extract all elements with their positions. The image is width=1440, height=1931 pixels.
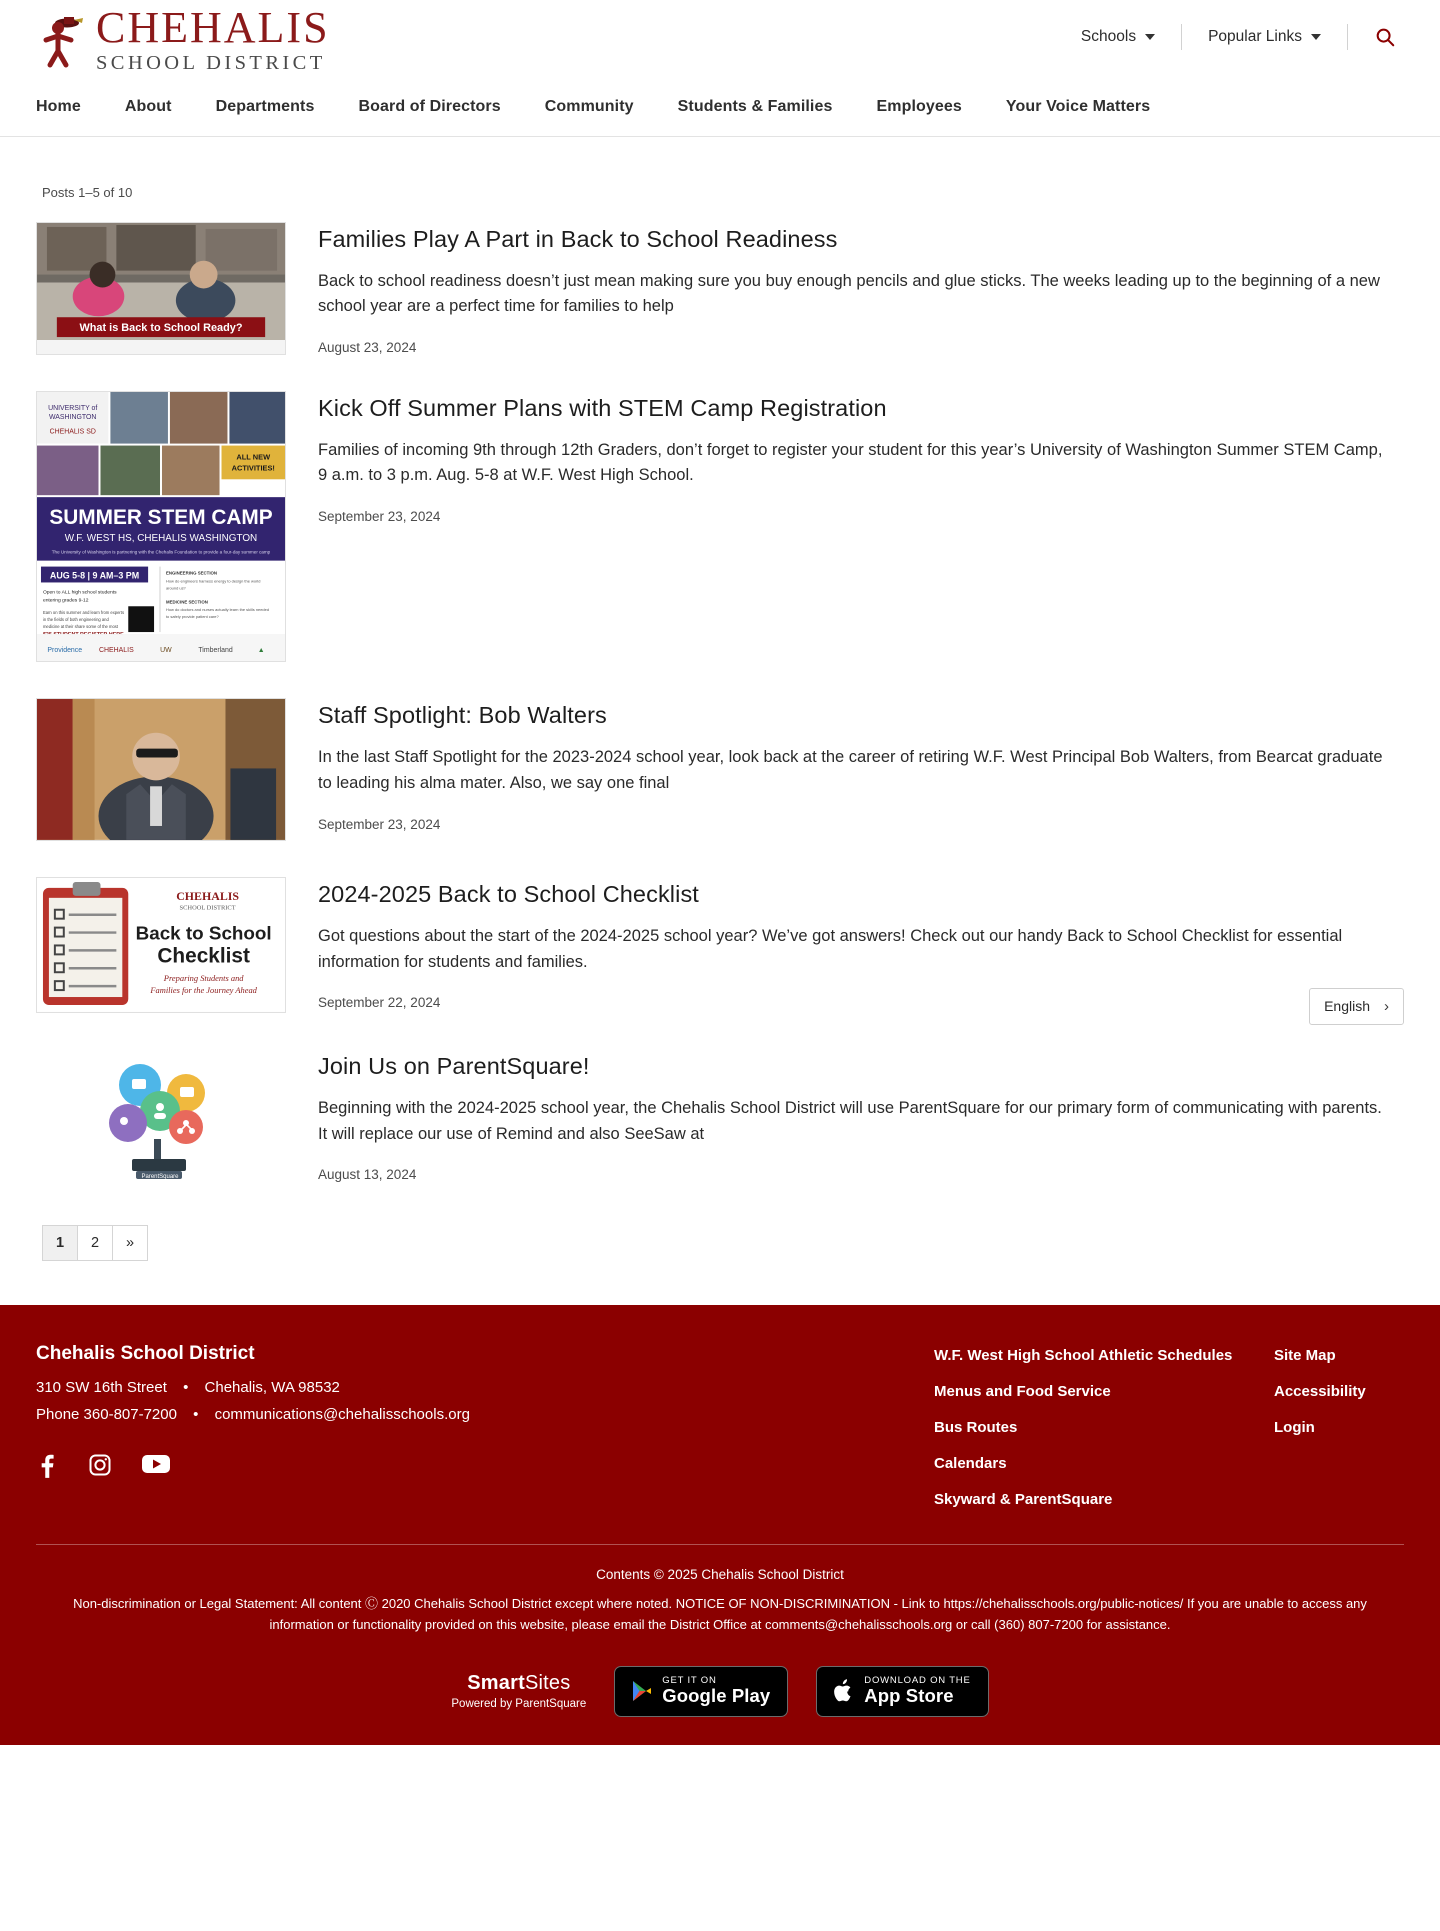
google-play-small-label: GET IT ON — [662, 1674, 717, 1686]
pagination-next-icon[interactable]: » — [112, 1225, 148, 1261]
post-thumbnail[interactable] — [36, 1049, 286, 1189]
logo[interactable] — [36, 3, 1404, 80]
post-thumbnail[interactable] — [36, 222, 286, 355]
footer-link-bus-routes[interactable]: Bus Routes — [934, 1419, 1018, 1437]
footer-contact — [36, 1343, 470, 1508]
svg-text:WASHINGTON: WASHINGTON — [49, 413, 97, 421]
youtube-icon[interactable] — [142, 1453, 170, 1484]
post-thumbnail[interactable] — [36, 391, 286, 663]
smartsites-branding[interactable] — [451, 1672, 586, 1711]
back-to-school-checklist-image — [37, 878, 285, 1012]
app-store-small-label: DOWNLOAD ON THE — [864, 1674, 971, 1686]
footer-separator: • — [193, 1406, 199, 1424]
footer-district-name: Chehalis School District — [36, 1343, 255, 1365]
staff-portrait-image — [37, 699, 285, 840]
stem-camp-flyer-image — [37, 392, 285, 662]
google-play-big-label: Google Play — [662, 1685, 771, 1707]
footer-phone: Phone 360-807-7200 — [36, 1406, 177, 1424]
svg-text:How do doctors and nurses actu: How do doctors and nurses actually learn the skills needed — [165, 606, 270, 612]
posts-count: Posts 1–5 of 10 — [42, 184, 133, 200]
svg-text:Preparing Students and: Preparing Students and — [163, 973, 244, 984]
post-title[interactable]: Kick Off Summer Plans with STEM Camp Registration — [318, 394, 887, 421]
footer-link-athletic-schedules[interactable]: W.F. West High School Athletic Schedules — [934, 1347, 1233, 1365]
svg-text:Families for the Journey Ahead: Families for the Journey Ahead — [150, 985, 257, 996]
list-item — [36, 222, 1404, 355]
footer-link-accessibility[interactable]: Accessibility — [1274, 1383, 1366, 1401]
smartsites-tagline: Powered by ParentSquare — [451, 1697, 587, 1710]
svg-text:Checklist: Checklist — [157, 944, 250, 968]
nav-item-employees[interactable]: Employees — [876, 97, 962, 115]
svg-text:CHEHALIS: CHEHALIS — [176, 889, 240, 904]
footer-legal-statement: Non-discrimination or Legal Statement: All content Ⓒ 2020 Chehalis School District except where noted. NOTICE OF NON-DISCRIMINATION - Link to https://chehalisschools.org/public-notices/ If you are unable to access any information or functionality provided on this website, please email the District Office at comments@chehalisschools.org or call (360) 807-7200 for assistance. — [73, 1596, 1367, 1632]
svg-text:How do engineers harness energ: How do engineers harness energy to design the world — [165, 578, 261, 584]
post-title[interactable]: Staff Spotlight: Bob Walters — [318, 702, 607, 729]
svg-text:Timberland: Timberland — [198, 646, 233, 654]
footer-address-city: Chehalis, WA 98532 — [204, 1379, 340, 1397]
post-date: August 23, 2024 — [318, 339, 417, 355]
footer-address-street: 310 SW 16th Street — [36, 1379, 167, 1397]
post-excerpt: Families of incoming 9th through 12th Graders, don’t forget to register your student for this year’s University of Washington Summer STEM Camp, 9 a.m. to 3 p.m. Aug. 5-8 at W.F. West High School. — [318, 440, 1383, 485]
pagination-page-2[interactable]: 2 — [77, 1225, 113, 1261]
district-mascot-icon — [36, 9, 88, 71]
footer-app-bar — [36, 1666, 1404, 1717]
google-play-icon — [632, 1680, 652, 1702]
site-header — [0, 3, 1440, 80]
footer-link-login[interactable]: Login — [1274, 1419, 1315, 1437]
svg-text:AUG 5-8 | 9 AM–3 PM: AUG 5-8 | 9 AM–3 PM — [49, 570, 140, 581]
svg-text:UNIVERSITY of: UNIVERSITY of — [48, 404, 98, 412]
post-thumbnail[interactable] — [36, 877, 286, 1013]
svg-text:in the fields of both engineer: in the fields of both engineering and — [42, 616, 109, 622]
list-item — [36, 391, 1404, 663]
schools-label: Schools — [1080, 28, 1137, 45]
footer-link-site-map[interactable]: Site Map — [1274, 1347, 1336, 1365]
list-item — [36, 698, 1404, 841]
svg-text:The University of Washington i: The University of Washington is partnering with the Chehalis Foundation to provide a four-day summer camp — [51, 549, 271, 555]
language-selector-value: English — [1324, 998, 1370, 1014]
svg-text:medicine at their share some o: medicine at their share some of the most — [42, 623, 119, 629]
svg-text:entering grades 9-12: entering grades 9-12 — [42, 597, 89, 603]
svg-text:MEDICINE SECTION: MEDICINE SECTION — [165, 598, 208, 604]
svg-text:UW: UW — [160, 646, 172, 654]
google-play-button[interactable] — [614, 1666, 788, 1717]
smartsites-name — [451, 1672, 586, 1695]
svg-text:What is Back to School Ready?: What is Back to School Ready? — [79, 321, 243, 334]
footer-links-primary — [934, 1347, 1234, 1508]
pagination-page-1[interactable]: 1 — [42, 1225, 78, 1261]
footer-link-calendars[interactable]: Calendars — [934, 1455, 1007, 1473]
svg-text:around us?: around us? — [165, 585, 186, 591]
nav-item-students-families[interactable]: Students & Families — [677, 97, 833, 115]
svg-text:Back to School: Back to School — [135, 922, 272, 944]
post-title[interactable]: Join Us on ParentSquare! — [318, 1053, 590, 1080]
nav-item-home[interactable]: Home — [36, 97, 81, 115]
post-excerpt: Got questions about the start of the 2024-2025 school year? We’ve got answers! Check out our handy Back to School Checklist for essential information for students and families. — [318, 927, 1343, 971]
svg-text:SCHOOL DISTRICT: SCHOOL DISTRICT — [179, 905, 236, 913]
footer-phone-email — [36, 1406, 470, 1423]
post-date: September 23, 2024 — [318, 816, 441, 832]
footer-email-link[interactable]: communications@chehalisschools.org — [214, 1406, 470, 1424]
svg-text:ENGINEERING SECTION: ENGINEERING SECTION — [165, 570, 218, 576]
footer-link-menus-food-service[interactable]: Menus and Food Service — [934, 1383, 1111, 1401]
footer-link-columns — [934, 1343, 1404, 1508]
svg-text:ACTIVITIES!: ACTIVITIES! — [231, 462, 275, 472]
apple-icon — [834, 1679, 854, 1703]
nav-item-community[interactable]: Community — [544, 97, 634, 115]
svg-text:CHEHALIS SD: CHEHALIS SD — [49, 428, 96, 436]
smartsites-name-thin: Sites — [524, 1671, 571, 1694]
svg-text:to safely provide patient care: to safely provide patient care? — [165, 613, 219, 619]
nav-item-board-of-directors[interactable]: Board of Directors — [358, 97, 501, 115]
parentsquare-illustration-image — [36, 1049, 286, 1189]
list-item — [36, 877, 1404, 1013]
post-title[interactable]: Families Play A Part in Back to School Readiness — [318, 225, 838, 252]
instagram-icon[interactable] — [88, 1453, 112, 1484]
site-footer — [0, 1305, 1440, 1745]
nav-item-departments[interactable]: Departments — [215, 97, 315, 115]
post-date: August 13, 2024 — [318, 1167, 417, 1183]
popular-links-label: Popular Links — [1208, 28, 1302, 45]
svg-text:Open to ALL high school studen: Open to ALL high school students — [42, 589, 117, 595]
nav-item-about[interactable]: About — [124, 97, 172, 115]
facebook-icon[interactable] — [36, 1453, 58, 1484]
post-date: September 22, 2024 — [318, 995, 441, 1011]
footer-address — [36, 1379, 470, 1396]
nav-item-your-voice-matters[interactable]: Your Voice Matters — [1005, 97, 1151, 115]
smartsites-name-bold: Smart — [467, 1671, 525, 1694]
social-links — [36, 1453, 470, 1484]
post-excerpt: Beginning with the 2024-2025 school year, the Chehalis School District will use ParentSquare for our primary form of communicating with parents. It will replace our use of Remind and also SeeSaw at — [318, 1099, 1382, 1143]
svg-text:W.F. WEST HS, CHEHALIS WASHING: W.F. WEST HS, CHEHALIS WASHINGTON — [64, 532, 258, 544]
svg-text:▲: ▲ — [257, 646, 265, 654]
news-list-section — [0, 137, 1440, 1262]
post-excerpt: In the last Staff Spotlight for the 2023-2024 school year, look back at the career of retiring W.F. West Principal Bob Walters, from Bearcat graduate to leading his alma mater. Also, we say one final — [318, 748, 1383, 792]
logo-title: CHEHALIS — [96, 3, 330, 52]
logo-subtitle: SCHOOL DISTRICT — [96, 52, 326, 74]
post-title[interactable]: 2024-2025 Back to School Checklist — [318, 881, 699, 908]
chevron-right-icon: › — [1384, 997, 1389, 1015]
footer-copyright: Contents © 2025 Chehalis School District — [596, 1567, 844, 1583]
footer-links-secondary — [1274, 1347, 1404, 1508]
pagination — [42, 1225, 1404, 1261]
footer-divider — [36, 1544, 1404, 1545]
svg-text:SUMMER STEM CAMP: SUMMER STEM CAMP — [49, 505, 273, 529]
footer-separator: • — [183, 1379, 189, 1397]
language-selector[interactable] — [1309, 988, 1404, 1025]
post-thumbnail[interactable] — [36, 698, 286, 841]
svg-text:Earn on this summer and learn: Earn on this summer and learn from experts — [42, 609, 125, 615]
footer-link-skyward-parentsquare[interactable]: Skyward & ParentSquare — [934, 1491, 1113, 1509]
students-reading-image — [37, 223, 285, 340]
app-store-big-label: App Store — [864, 1685, 954, 1707]
app-store-button[interactable] — [816, 1666, 988, 1717]
svg-text:Providence: Providence — [47, 646, 83, 654]
list-item — [36, 1049, 1404, 1189]
svg-text:ALL NEW: ALL NEW — [236, 452, 271, 462]
post-excerpt: Back to school readiness doesn’t just mean making sure you buy enough pencils and glue sticks. The weeks leading up to the beginning of a new school year are a perfect time for families to help — [318, 271, 1380, 316]
main-navigation — [0, 80, 1440, 137]
svg-text:ParentSquare: ParentSquare — [141, 1174, 179, 1181]
post-date: September 23, 2024 — [318, 508, 441, 524]
svg-text:CHEHALIS: CHEHALIS — [99, 646, 134, 654]
